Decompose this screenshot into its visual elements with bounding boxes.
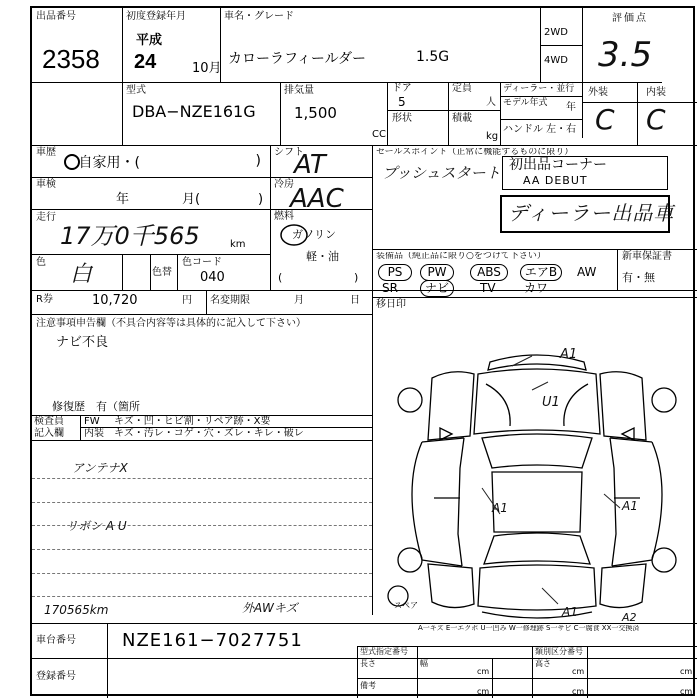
remarks-label: 備考 <box>360 681 376 690</box>
lot-number: 2358 <box>42 44 100 74</box>
interior-codes: キズ・汚レ・コゲ・穴・ズレ・キレ・破レ <box>114 428 304 439</box>
inspector-label: 検査員 <box>34 416 64 427</box>
yen-unit: 円 <box>182 295 192 306</box>
displacement-label: 排気量 <box>284 85 314 96</box>
model-grade-label: 車名・グレード <box>224 11 294 22</box>
equip-aw: AW <box>577 265 597 279</box>
repair-history: 修復歴 有（箇所 <box>52 400 140 413</box>
vehicle-length-label: 長さ <box>360 659 376 668</box>
cm-unit-3: cm <box>680 667 693 676</box>
cm-unit-2: cm <box>572 667 585 676</box>
mileage: 17万0千565 <box>60 222 200 250</box>
category-label: 類別区分番号 <box>535 647 583 656</box>
ship-date-label: 移日印 <box>376 299 406 310</box>
cm-unit-5: cm <box>572 687 585 696</box>
dealer-parallel-label: ディーラー・並行 <box>503 84 575 94</box>
new-car-warranty-label: 新車保証書 <box>622 251 672 262</box>
registration-year: 24 <box>134 51 157 73</box>
fw-codes: キズ・凹・ヒビ割・リペア跡・X要 <box>114 416 271 427</box>
displacement: 1,500 <box>294 104 337 122</box>
gasoline-circle <box>279 222 309 248</box>
cm-unit-6: cm <box>680 687 693 696</box>
spare-label: スペア <box>394 601 418 610</box>
equip-leather: カワ <box>524 281 549 295</box>
handwritten-note-4: 外AWキズ <box>242 601 298 615</box>
handwritten-note-2: リボン A U <box>66 519 127 533</box>
vehicle-height-label: 高さ <box>535 659 551 668</box>
damage-front: A1 <box>560 347 578 362</box>
car-diagram <box>382 338 692 628</box>
fuel-other-close: ) <box>354 271 359 284</box>
exterior-grade: C <box>595 103 615 136</box>
fw-label: FW <box>84 416 100 427</box>
km-unit: km <box>230 239 246 250</box>
air-conditioning: AAC <box>290 184 344 214</box>
kg-unit: kg <box>486 131 499 142</box>
first-registration-label: 初度登録年月 <box>126 11 186 22</box>
inspection-label: 車検 <box>36 179 56 190</box>
handwritten-note-1: アンテナX <box>72 461 128 475</box>
drive-2wd: 2WD <box>544 27 568 38</box>
damage-legend: A一キズ E一エクボ U一凹み W一修理跡 S一サビ C一腐食 XX一交換済 <box>418 625 640 632</box>
inspection-close: ) <box>258 192 264 207</box>
color: 白 <box>70 262 93 287</box>
sales-point-label: セールスポイント（正常に機能するものに限り） <box>376 148 574 157</box>
capacity-label: 定員 <box>452 83 472 94</box>
vehicle-width-label: 幅 <box>420 659 428 668</box>
damage-right: A1 <box>622 499 638 513</box>
shift-label: シフト <box>274 147 304 158</box>
inspection-month-unit: 月( <box>182 192 201 207</box>
year-unit: 年 <box>566 102 576 113</box>
overall-score: 3.5 <box>598 35 653 75</box>
registration-month: 10月 <box>192 61 222 76</box>
chassis-number: NZE161−7027751 <box>122 630 303 651</box>
cm-unit-4: cm <box>477 687 490 696</box>
dealer-listing-box: ディーラー出品車 <box>500 195 670 233</box>
chassis-number-label: 車台番号 <box>36 635 76 646</box>
equip-pw: PW <box>420 264 454 281</box>
cc-unit: CC <box>372 129 386 140</box>
warranty-options: 有・無 <box>622 271 655 284</box>
fuel-gasoline: ガソリン <box>292 228 336 241</box>
name-change-day: 日 <box>350 295 360 306</box>
grade: 1.5G <box>416 49 450 65</box>
fuel-label: 燃料 <box>274 211 294 222</box>
push-start: プッシュスタート <box>382 164 501 182</box>
doors: 5 <box>398 95 406 109</box>
model-name: カローラフィールダー <box>228 51 367 67</box>
score-label: 評価点 <box>612 13 648 24</box>
body-shape-label: 形状 <box>392 113 412 124</box>
interior-grade: C <box>646 103 666 136</box>
fuel-other-open: ( <box>278 271 283 284</box>
doors-label: ドア <box>392 83 412 94</box>
equip-navi: ナビ <box>420 280 454 297</box>
handwritten-note-3: 170565km <box>44 603 109 617</box>
color-code: 040 <box>200 270 225 285</box>
cm-unit-1: cm <box>477 667 490 676</box>
note-navi: ナビ不良 <box>56 335 109 350</box>
damage-rear-right: A2 <box>622 611 637 624</box>
chassis-type: DBA−NZE161G <box>132 102 256 121</box>
color-change-label: 色替 <box>152 267 172 278</box>
model-year-label: モデル年式 <box>503 98 548 108</box>
color-code-label: 色コード <box>182 257 222 268</box>
entry-label: 記入欄 <box>34 428 64 439</box>
mileage-label: 走行 <box>36 212 56 223</box>
first-listing-box: 初出品コーナー AA DEBUT <box>502 156 668 190</box>
name-change-label: 名変期限 <box>210 295 250 306</box>
usage-label: 車歴 <box>36 147 56 158</box>
ac-label: 冷房 <box>274 179 294 190</box>
interior-row-label: 内装 <box>84 428 104 439</box>
persons-unit: 人 <box>486 97 496 108</box>
equip-abs: ABS <box>470 264 508 281</box>
recycle-label: R券 <box>36 294 53 305</box>
equip-sr: SR <box>382 281 398 295</box>
drive-4wd: 4WD <box>544 55 568 66</box>
damage-left: A1 <box>492 501 508 515</box>
lot-number-label: 出品番号 <box>36 11 76 22</box>
damage-rear: A1 <box>562 605 578 619</box>
equip-tv: TV <box>480 281 496 295</box>
equipment-label: 装備品（純正品に限り○をつけて下さい） <box>376 252 546 261</box>
recycle-fee: 10,720 <box>92 293 138 308</box>
notes-label: 注意事項申告欄（不具合内容等は具体的に記入して下さい） <box>36 318 306 329</box>
era-name: 平成 <box>136 33 163 48</box>
shift: AT <box>294 150 326 180</box>
type-approval-label: 型式指定番号 <box>360 647 408 656</box>
color-label: 色 <box>36 257 46 268</box>
equip-airbag: エアB <box>520 264 562 281</box>
damage-hood: U1 <box>542 395 560 410</box>
type-label: 型式 <box>126 85 146 96</box>
fuel-diesel: 軽・油 <box>306 250 339 263</box>
interior-label: 内装 <box>646 87 666 98</box>
auction-sheet <box>30 6 695 696</box>
load-label: 積載 <box>452 113 472 124</box>
name-change-month: 月 <box>294 295 304 306</box>
registration-number-label: 登録番号 <box>36 671 76 682</box>
exterior-label: 外装 <box>588 87 608 98</box>
equip-ps: PS <box>378 264 412 281</box>
inspection-year-unit: 年 <box>116 192 130 207</box>
usage: 自家用・( ) <box>64 154 269 170</box>
steering-label: ハンドル 左・右 <box>503 124 577 135</box>
